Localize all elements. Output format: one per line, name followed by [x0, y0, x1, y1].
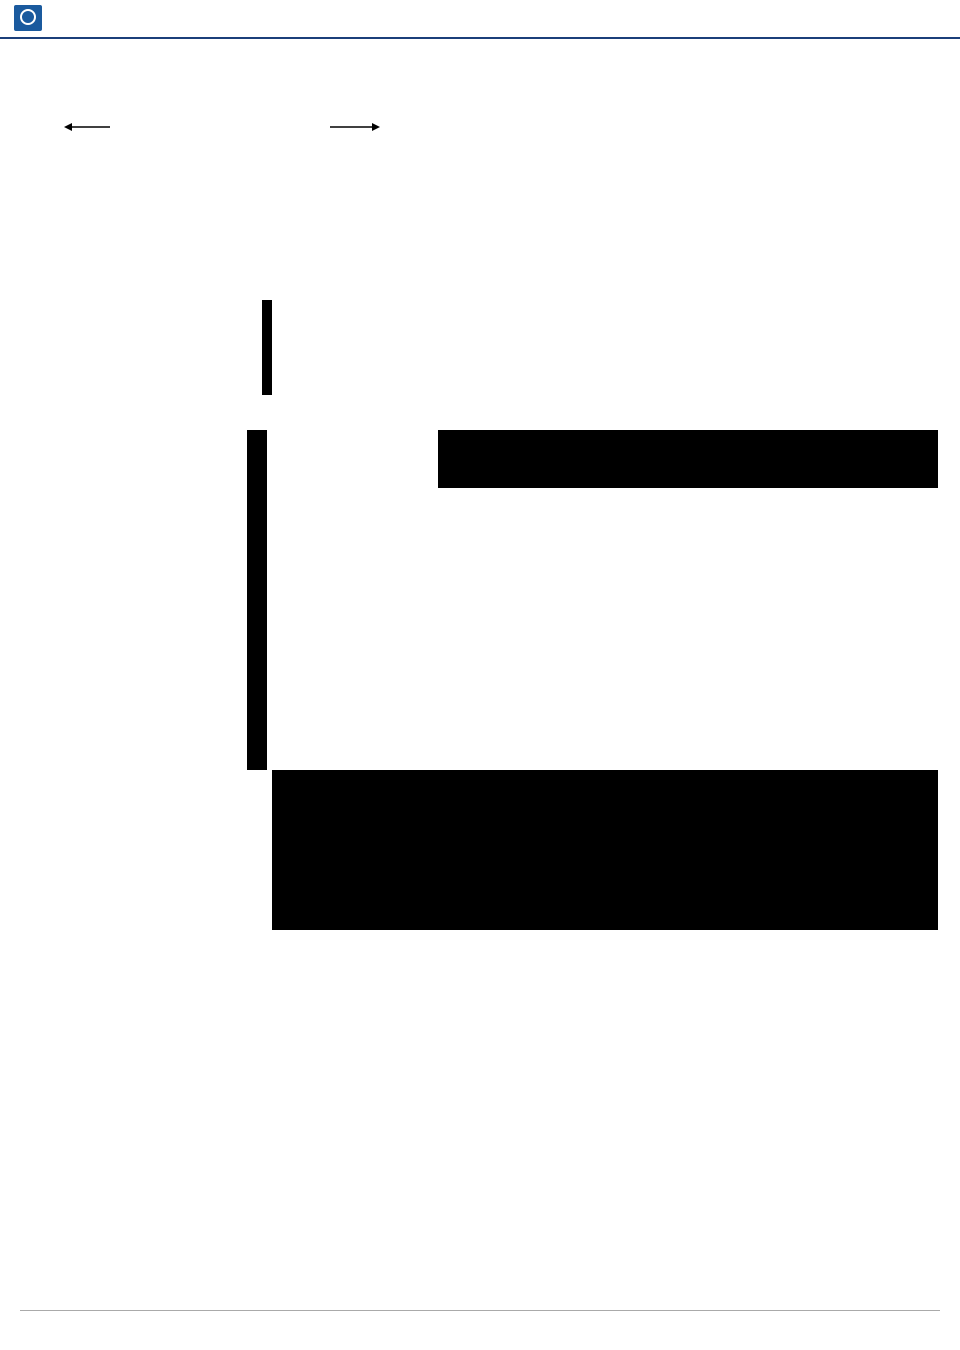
arrow-right-head: [372, 123, 380, 131]
arrow-left-head: [64, 123, 72, 131]
redaction-block-right: [438, 430, 938, 488]
chart-svg: [0, 50, 440, 370]
alpha-bank-logo-icon: [14, 5, 42, 31]
redaction-block-lower: [272, 770, 938, 930]
left-column: [20, 385, 428, 397]
page-header: [0, 0, 960, 34]
chart-figure: [0, 50, 440, 370]
redaction-block-middle: [247, 430, 267, 770]
footer-divider: [20, 1310, 940, 1311]
redaction-block-upper: [262, 300, 272, 395]
header-divider: [0, 37, 960, 39]
